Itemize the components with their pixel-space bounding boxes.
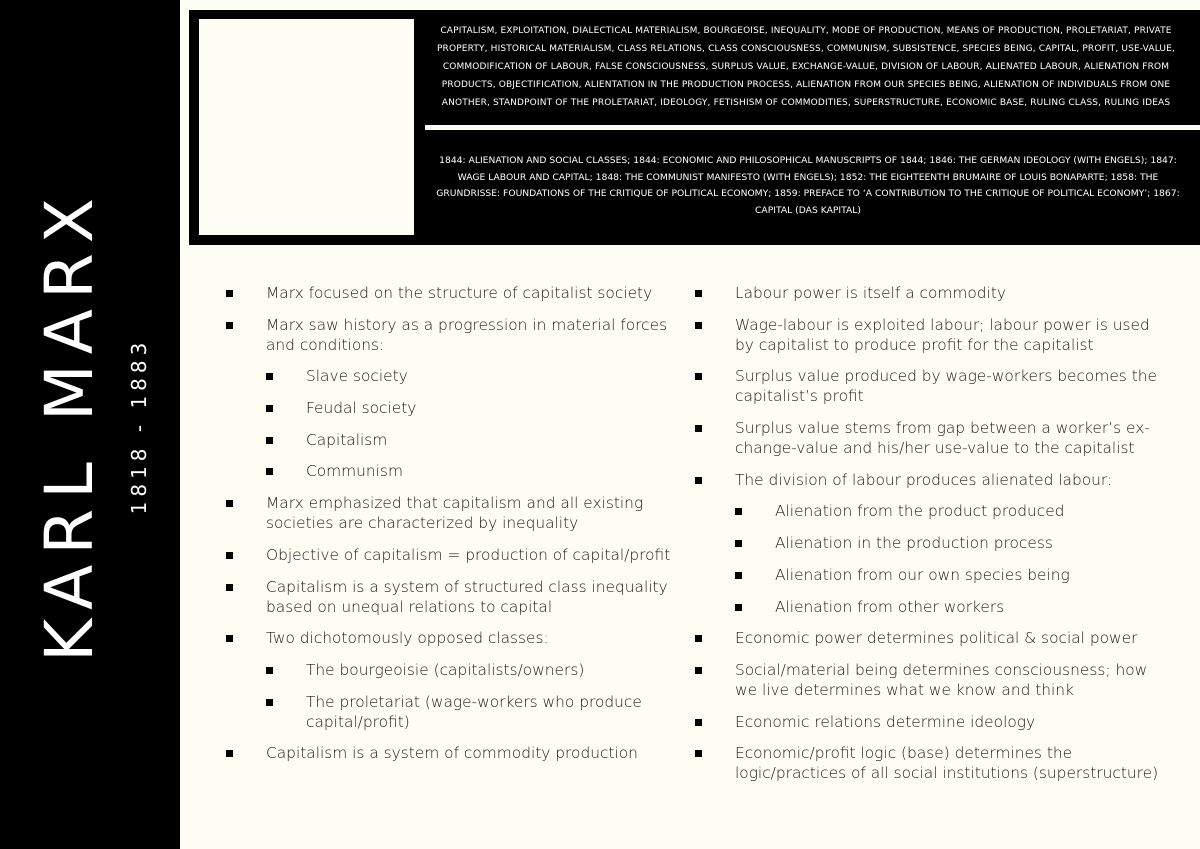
bullet-item: Objective of capitalism = production of capital/profit [225,545,685,565]
vertical-title: KARL MARX [31,187,108,663]
right-bullet-list [694,283,1164,795]
left-bullet-list [225,283,685,775]
bullet-item: The division of labour produces alienated labour: [694,470,1164,490]
bullet-item: Economic power determines political & social power [694,628,1164,648]
bullet-item: Surplus value produced by wage-workers becomes the capitalist’s profit [694,366,1164,406]
bullet-item: Capitalism is a system of commodity production [225,743,685,763]
bullet-item: Economic relations determine ideology [694,712,1164,732]
bullet-item: Marx focused on the structure of capitalist society [225,283,685,303]
bullet-item: Marx saw history as a progression in material forces and conditions: [225,315,685,355]
sub-bullet-item: Alienation from our own species being [734,565,1164,585]
sub-bullet-item: Alienation from the product produced [734,501,1164,521]
bullet-item: Marx emphasized that capitalism and all existing societies are characterized by inequality [225,493,685,533]
sub-bullet-item: Communism [265,461,685,481]
bullet-item: Wage-labour is exploited labour; labour power is used by capitalist to produce profit for the capitalist [694,315,1164,355]
vertical-dates: 1818 - 1883 [127,337,151,515]
bullet-item: Social/material being determines consciousness; how we live determines what we know and think [694,660,1164,700]
bullet-item: Surplus value stems from gap between a worker’s ex-change-value and his/her use-value to the capitalist [694,418,1164,458]
key-concepts: CAPITALISM, EXPLOITATION, DIALECTICAL MATERIALISM, BOURGEOISE, INEQUALITY, MODE OF PRODUCTION, MEANS OF PRODUCTION, PROLETARIAT, PRIVATE PROPERTY, HISTORICAL MATERIALISM, CLASS RELATIONS, CLASS CONSCIOUSNESS, COMMUNISM, SUBSISTENCE, SPECIES BEING, CAPITAL, PROFIT, USE-VALUE, COMMODIFICATION OF LABOUR, FALSE CONSCIOUSNESS, SURPLUS VALUE, EXCHANGE-VALUE, DIVISION OF LABOUR, ALIENATED LABOUR, ALIENATION FROM PRODUCTS, OBJECTIFICATION, ALIENTATION IN THE PRODUCTION PROCESS, ALIENATION FROM OUR SPECIES BEING, ALIENATION OF INDIVIDUALS FROM ONE ANOTHER, STANDPOINT OF THE PROLETARIAT, IDEOLOGY, FETISHISM OF COMMODITIES, SUPERSTRUCTURE, ECONOMIC BASE, RULING CLASS, RULING IDEAS [436,26,1175,108]
bullet-item: Labour power is itself a commodity [694,283,1164,303]
bullet-item: Capitalism is a system of structured class inequality based on unequal relations to capital [225,577,685,617]
sub-bullet-item: Alienation from other workers [734,597,1164,617]
bullet-item: Two dichotomously opposed classes: [225,628,685,648]
sub-bullet-item: The bourgeoisie (capitalists/owners) [265,660,685,680]
header-divider [425,125,1200,130]
sub-bullet-item: The proletariat (wage-workers who produce capital/profit) [265,692,685,732]
sub-bullet-item: Alienation in the production process [734,533,1164,553]
sub-bullet-item: Slave society [265,366,685,386]
sub-bullet-item: Feudal society [265,398,685,418]
key-works: 1844: ALIENATION AND SOCIAL CLASSES; 1844: ECONOMIC AND PHILOSOPHICAL MANUSCRIPTS OF 1844; 1846: THE GERMAN IDEOLOGY (WITH ENGELS); 1847: WAGE LABOUR AND CAPITAL; 1848: THE COMMUNIST MANIFESTO (WITH ENGELS); 1852: THE EIGHTEENTH BRUMAIRE OF LOUIS BONAPARTE; 1858: THE GRUNDRISSE: FOUNDATIONS OF THE CRITIQUE OF POLITICAL ECONOMY; 1859: PREFACE TO ‘A CONTRIBUTION TO THE CRITIQUE OF POLITICAL ECONOMY’; 1867: CAPITAL (DAS KAPITAL) [436,155,1180,216]
portrait-placeholder [199,19,414,235]
sub-bullet-item: Capitalism [265,430,685,450]
bullet-item: Economic/profit logic (base) determines the logic/practices of all social institutions (superstructure) [694,743,1164,783]
sidebar [0,0,180,849]
